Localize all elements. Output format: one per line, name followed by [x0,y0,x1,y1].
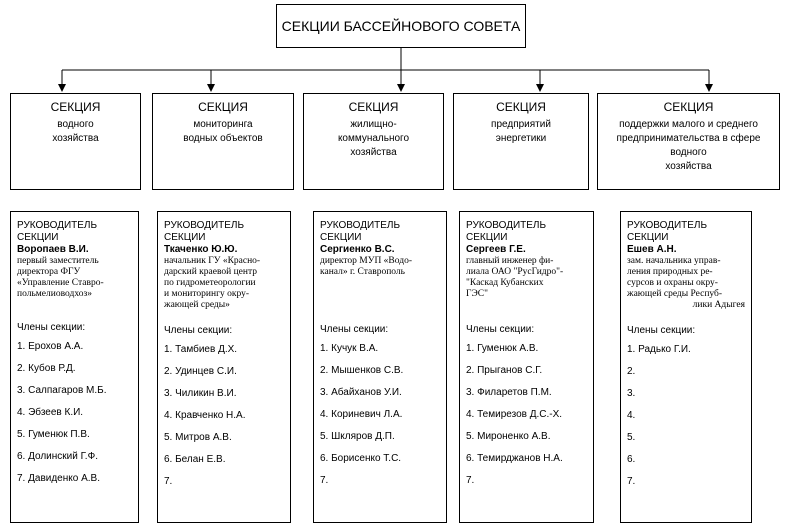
leader-box-energy [459,211,594,523]
member-item: 5. Гуменюк П.В. [17,429,90,440]
leader-position-line: главный инженер фи- [466,256,554,266]
leader-position-line: «Управление Ставро- [17,278,104,288]
section-desc-line: водного [670,147,707,158]
leader-position-line: жающей среды Респуб- [627,289,723,299]
leader-position-line: сурсов и охраны окру- [627,278,718,288]
member-item: 2. Прыганов С.Г. [466,365,543,376]
members-label: Члены секции: [17,322,86,333]
member-item: 4. Кравченко Н.А. [164,410,246,421]
council-title: СЕКЦИИ БАССЕЙНОВОГО СОВЕТА [281,18,521,34]
section-desc-line: предприятий [491,119,551,130]
section-heading: СЕКЦИЯ [496,100,546,114]
section-desc-line: энергетики [495,133,547,144]
leader-position-line: зам. начальника управ- [627,256,721,266]
members-list [17,341,132,495]
leader-box-business [620,211,752,523]
leader-name: Ешев А.Н. [627,244,677,255]
section-box-housing [303,93,444,190]
leader-heading: СЕКЦИИ [17,232,59,243]
section-box-energy [453,93,589,190]
member-item: 4. Темирезов Д.С.-Х. [466,409,563,420]
members-label: Члены секции: [320,324,389,335]
leader-position-line: директора ФГУ [17,267,81,277]
section-desc-line: хозяйства [52,133,99,144]
member-item: 1. Гуменюк А.В. [466,343,539,354]
leader-position-line: первый заместитель [17,256,99,266]
member-item: 6. Белан Е.В. [164,454,226,465]
leader-position-line: начальник ГУ «Красно- [164,256,261,266]
member-item: 7. Давиденко А.В. [17,473,100,484]
members-list [320,343,440,497]
member-item: 4. [627,410,636,421]
members-label: Члены секции: [164,325,233,336]
section-box-monitoring [152,93,294,190]
leader-position-line: польмелиоводхоз» [17,289,92,299]
leader-heading: СЕКЦИИ [466,232,508,243]
members-list [164,344,284,498]
leader-heading: РУКОВОДИТЕЛЬ [320,220,401,231]
leader-heading: СЕКЦИИ [627,232,669,243]
section-desc-line: хозяйства [665,161,712,172]
member-item: 2. [627,366,636,377]
leader-heading: РУКОВОДИТЕЛЬ [164,220,245,231]
member-item: 4. Эбзеев К.И. [17,407,84,418]
member-item: 3. Салпагаров М.Б. [17,385,107,396]
leader-name: Сергиенко В.С. [320,244,395,255]
member-item: 7. [164,476,173,487]
leader-position-line: лики Адыгея [692,300,745,310]
section-desc-line: хозяйства [350,147,397,158]
section-desc-line: мониторинга [193,119,253,130]
leader-position-line: ления природных ре- [627,267,713,277]
leader-position-line: "Каскад Кубанских [466,278,544,288]
member-item: 6. Темирджанов Н.А. [466,453,563,464]
section-heading: СЕКЦИЯ [348,100,399,114]
section-desc-line: предпринимательства в сфере [616,133,761,144]
member-item: 6. Долинский Г.Ф. [17,451,98,462]
member-item: 7. [320,475,329,486]
member-item: 2. Кубов Р.Д. [17,363,76,374]
member-item: 3. Филаретов П.М. [466,387,552,398]
section-desc-line: водного [57,119,94,130]
leader-heading: РУКОВОДИТЕЛЬ [17,220,98,231]
member-item: 3. [627,388,636,399]
leader-position-line: ГЭС" [466,289,488,299]
leader-box-monitoring [157,211,291,523]
member-item: 7. [466,475,475,486]
leader-heading: РУКОВОДИТЕЛЬ [466,220,547,231]
members-label: Члены секции: [627,325,696,336]
member-item: 1. Ерохов А.А. [17,341,84,352]
section-desc-line: поддержки малого и среднего [619,119,758,130]
member-item: 6. Борисенко Т.С. [320,453,402,464]
members-list [466,343,587,497]
member-item: 1. Радько Г.И. [627,344,691,355]
section-desc-line: коммунального [337,133,410,144]
member-item: 5. Митров А.В. [164,432,232,443]
member-item: 1. Тамбиев Д.Х. [164,344,238,355]
section-desc-line: жилищно- [350,119,397,130]
section-box-water [10,93,141,190]
member-item: 1. Кучук В.А. [320,343,379,354]
member-item: 5. Мироненко А.В. [466,431,551,442]
member-item: 7. [627,476,636,487]
leader-position-line: жающей среды» [164,300,230,310]
member-item: 4. Кориневич Л.А. [320,409,403,420]
leader-position-line: лиала ОАО "РусГидро"- [466,267,564,277]
leader-position-line: канал» г. Ставрополь [320,267,405,277]
members-list [627,344,745,498]
leader-box-housing [313,211,447,523]
member-item: 2. Мышенков С.В. [320,365,404,376]
leader-position-line: директор МУП «Водо- [320,256,412,266]
leader-heading: СЕКЦИИ [164,232,206,243]
leader-name: Ткаченко Ю.Ю. [164,244,238,255]
member-item: 3. Абайханов У.И. [320,387,402,398]
leader-name: Воропаев В.И. [17,244,89,255]
members-label: Члены секции: [466,324,535,335]
member-item: 5. [627,432,636,443]
leader-name: Сергеев Г.Е. [466,244,526,255]
section-box-business [597,93,780,190]
section-heading: СЕКЦИЯ [198,100,248,114]
leader-position-line: и мониторингу окру- [164,289,250,299]
member-item: 5. Шкляров Д.П. [320,431,395,442]
leader-heading: РУКОВОДИТЕЛЬ [627,220,708,231]
member-item: 6. [627,454,636,465]
section-heading: СЕКЦИЯ [50,100,101,114]
section-desc-line: водных объектов [183,133,263,144]
leader-heading: СЕКЦИИ [320,232,362,243]
section-heading: СЕКЦИЯ [663,100,714,114]
council-title-box [276,4,526,48]
member-item: 3. Чиликин В.И. [164,388,237,399]
leader-position-line: дарский краевой центр [164,267,258,277]
member-item: 2. Удинцев С.И. [164,366,237,377]
leader-box-water [10,211,139,523]
leader-position-line: по гидрометеорологии [164,278,256,288]
